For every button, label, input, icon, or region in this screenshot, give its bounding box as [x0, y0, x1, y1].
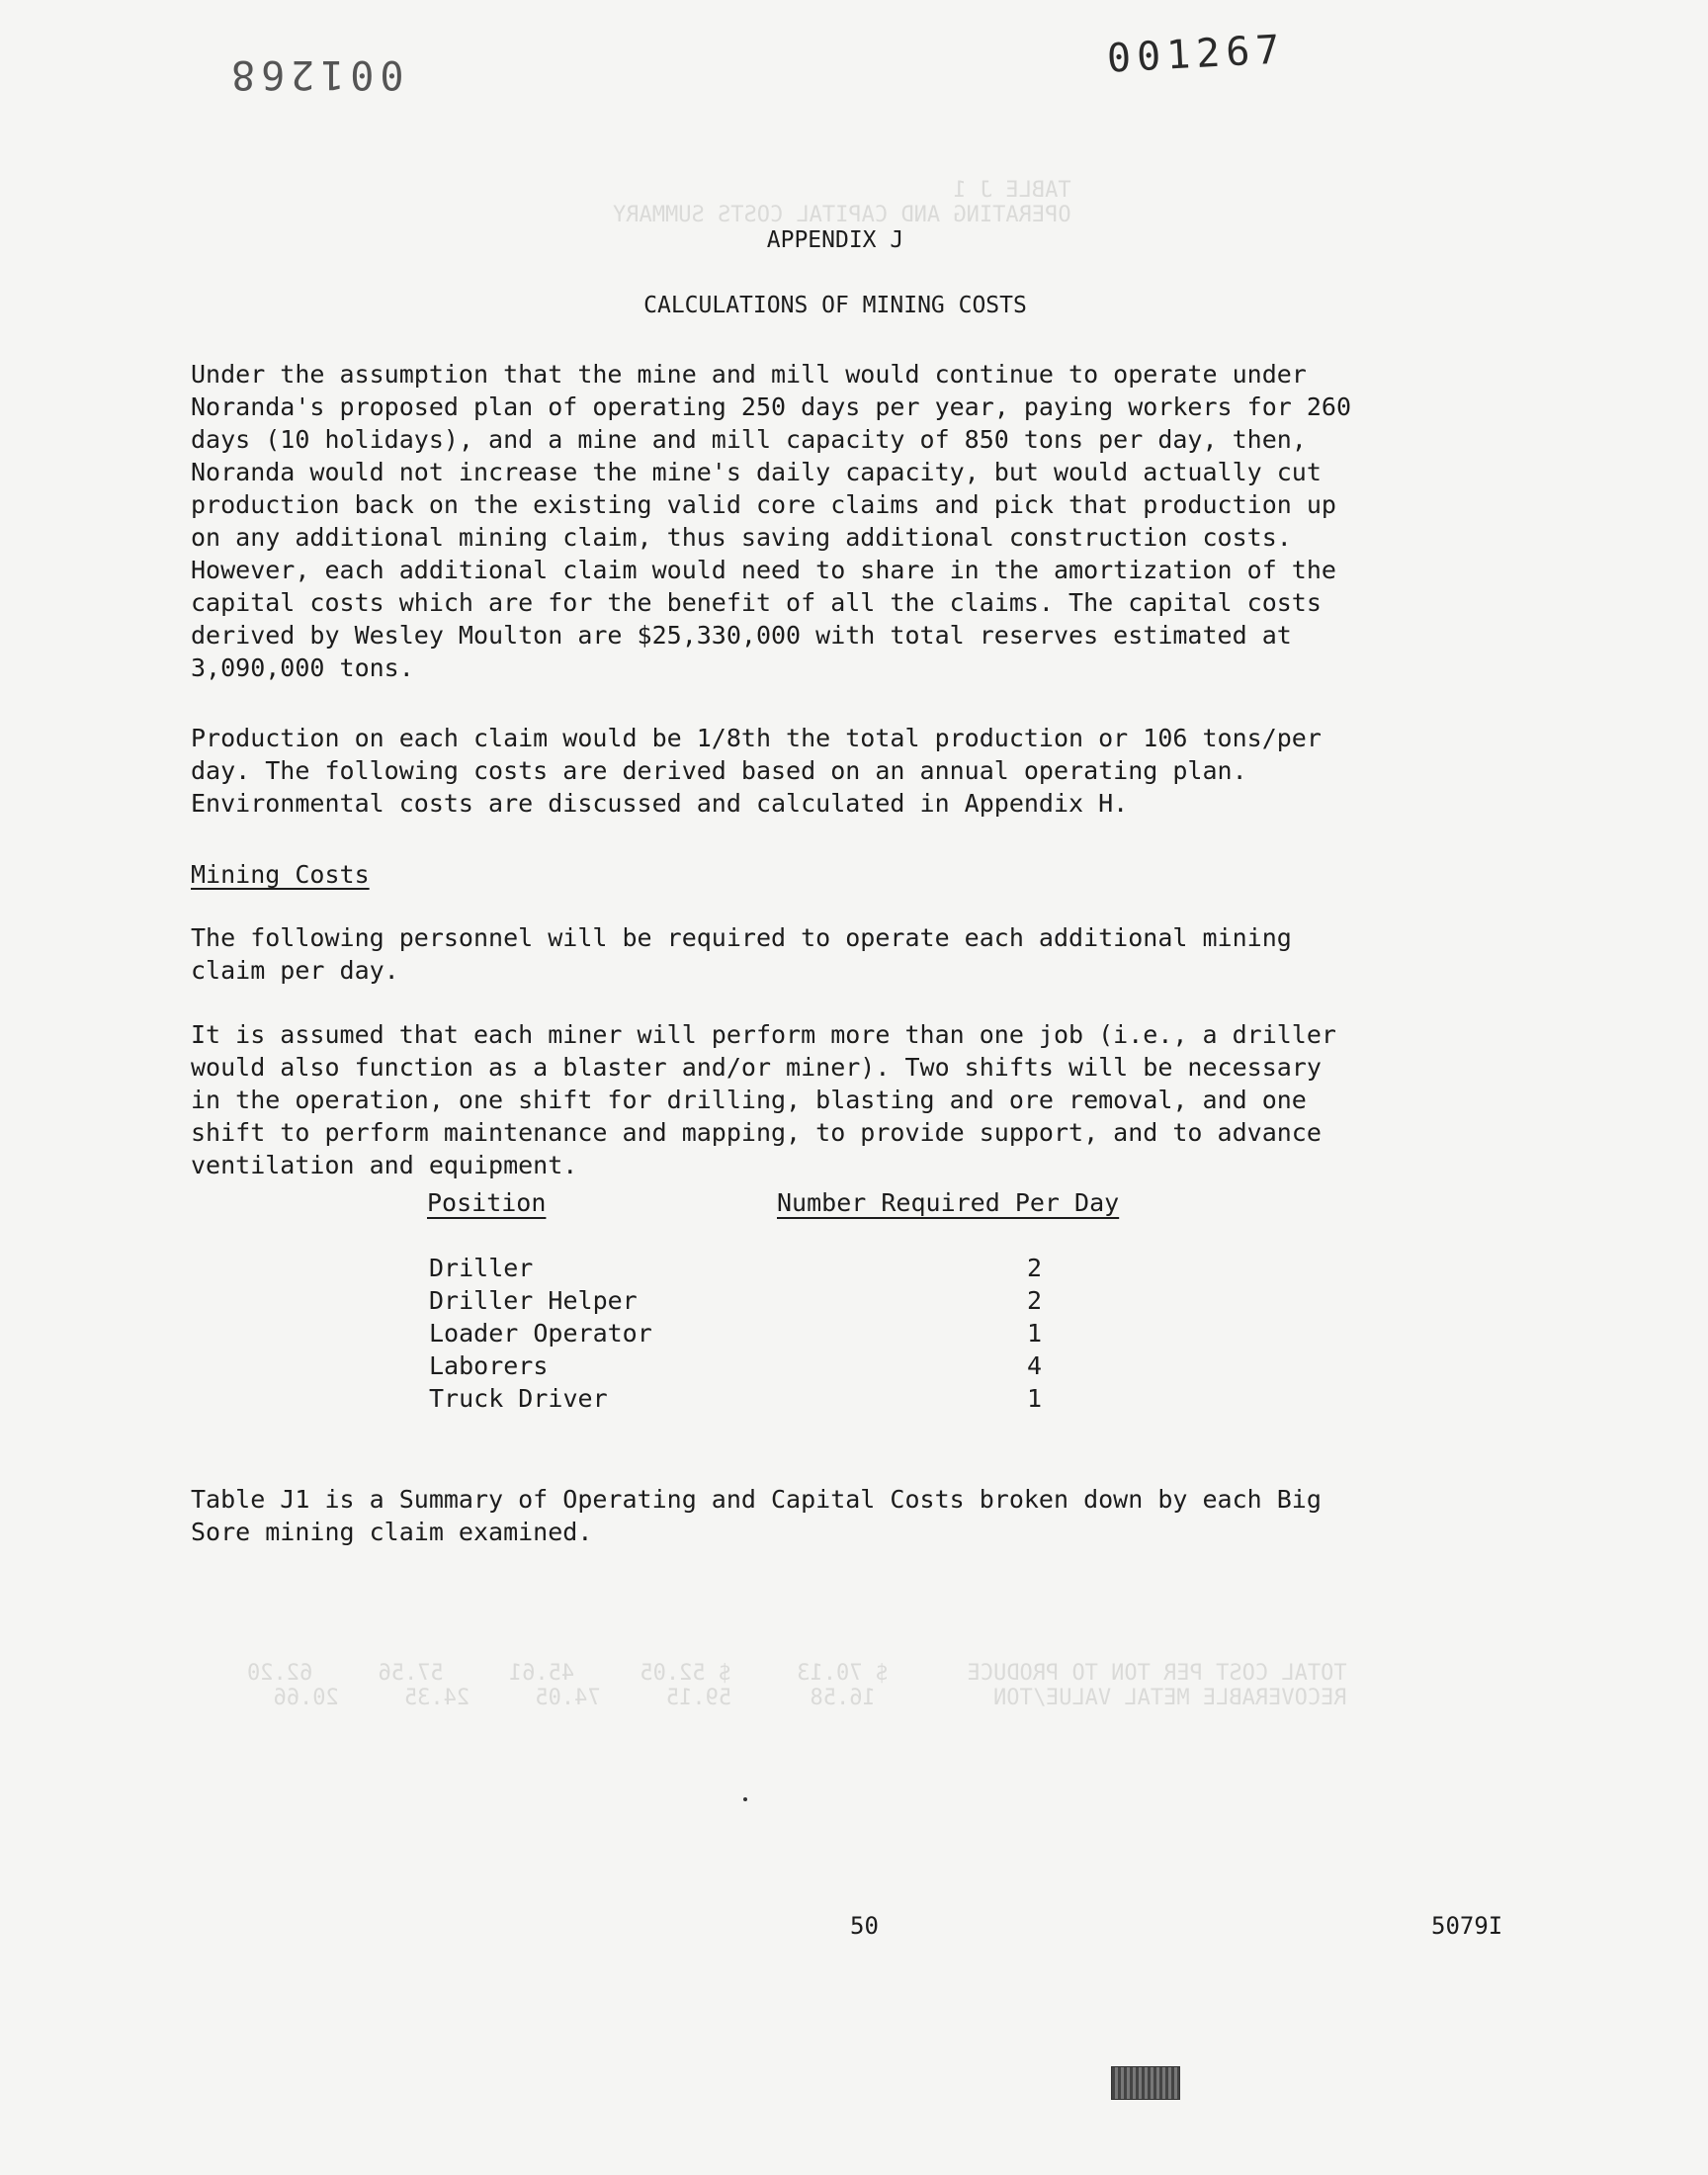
position-cell: Driller [429, 1254, 534, 1282]
paragraph-personnel: The following personnel will be required to operate each additional mining claim per day. [191, 923, 1292, 985]
position-cell: Laborers [429, 1351, 549, 1380]
paragraph-table-reference: Table J1 is a Summary of Operating and Capital Costs broken down by each Big Sore mining claim examined. [191, 1485, 1322, 1546]
table-row [429, 1254, 1062, 1286]
table-row [429, 1351, 1062, 1384]
column-header-number: Number Required Per Day [777, 1188, 1120, 1217]
page-number: 50 [850, 1912, 879, 1940]
section-heading-mining-costs: Mining Costs [191, 860, 370, 889]
table-row [429, 1286, 1062, 1319]
document-number-stamp: 001267 [1105, 27, 1287, 82]
position-cell: Truck Driver [429, 1384, 608, 1413]
document-number-stamp-inverted: 001268 [225, 51, 404, 97]
number-cell: 4 [1027, 1351, 1043, 1380]
binder-clip-mark [1111, 2066, 1180, 2100]
paragraph-shifts: It is assumed that each miner will perform more than one job (i.e., a driller would also function as a blaster and/or miner). Two shifts will be necessary in the operation, one shift for drilling, blasting and ore removal, and one shift to perform maintenance and mapping, to provide support, and to advance ventilation and equipment. [191, 1020, 1336, 1179]
number-cell: 1 [1027, 1384, 1043, 1413]
appendix-heading: APPENDIX J [766, 227, 904, 253]
document-code: 5079I [1431, 1912, 1503, 1940]
column-header-position: Position [427, 1188, 547, 1217]
page-title: CALCULATIONS OF MINING COSTS [643, 293, 1027, 318]
ink-speck [743, 1797, 747, 1801]
paragraph-assumptions: Under the assumption that the mine and mill would continue to operate under Noranda's proposed plan of operating 250 days per year, paying workers for 260 days (10 holidays), and a mine and mill capacity of 850 tons per day, then, Noranda would not increase the mine's daily capacity, but would actually cut production back on the existing valid core claims and pick that production up on any additional mining claim, thus saving additional construction costs. However, each additional claim would need to share in the amortization of the capital costs which are for the benefit of all the claims. The capital costs derived by Wesley Moulton are $25,330,000 with total reserves estimated at 3,090,000 tons. [191, 360, 1351, 682]
position-cell: Driller Helper [429, 1286, 638, 1315]
number-cell: 2 [1027, 1254, 1043, 1282]
number-cell: 2 [1027, 1286, 1043, 1315]
table-row [429, 1384, 1062, 1417]
paragraph-production: Production on each claim would be 1/8th the total production or 106 tons/per day. The following costs are derived based on an annual operating plan. Environmental costs are discussed and calculated in Appendix H. [191, 724, 1322, 818]
number-cell: 1 [1027, 1319, 1043, 1348]
bleed-through-table: TOTAL COST PER TON TO PRODUCE $ 70.13 $ 52.05 45.61 57.56 62.20 RECOVERABLE METAL VALUE/TON 16.58 59.15 74.05 24.35 20.66 [247, 1661, 1347, 1710]
table-row [429, 1319, 1062, 1351]
bleed-through-text: TABLE J 1 OPERATING AND CAPITAL COSTS SUMMARY [613, 178, 1071, 227]
position-cell: Loader Operator [429, 1319, 652, 1348]
